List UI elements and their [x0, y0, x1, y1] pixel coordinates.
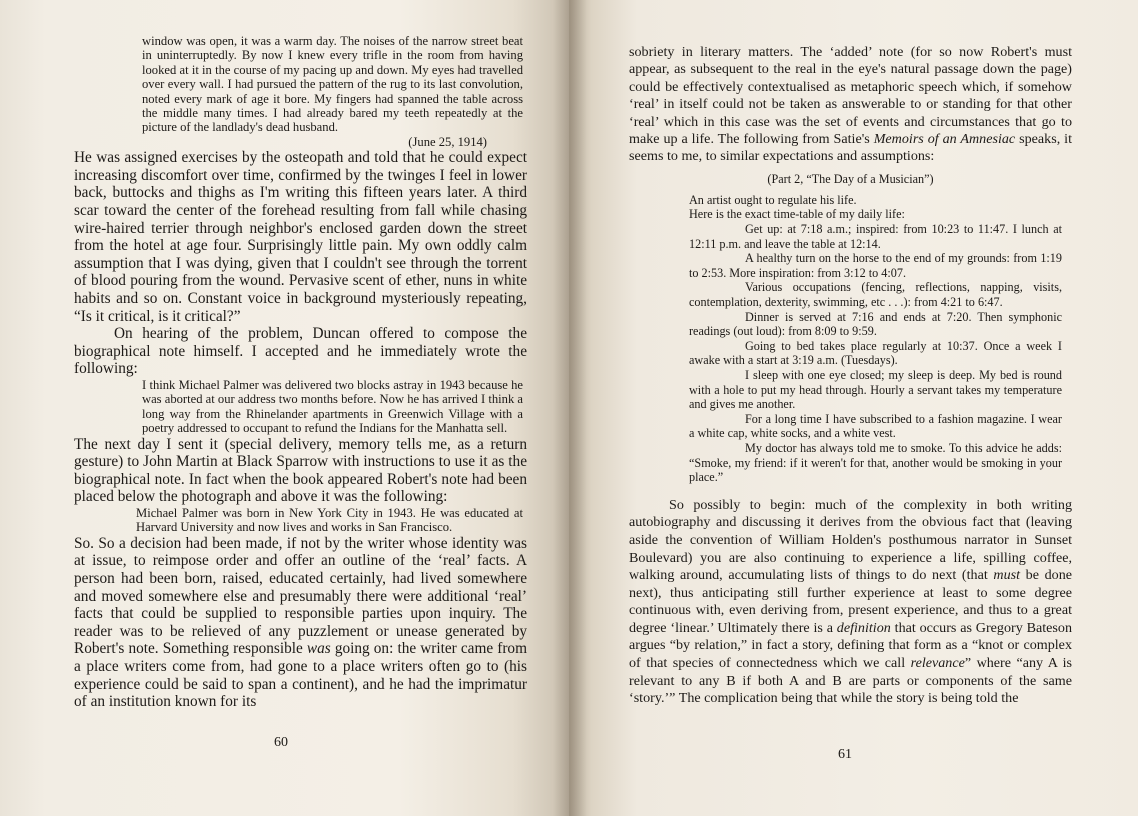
- block-quote-bio: Michael Palmer was born in New York City in 1943. He was educated at Harvard University and now lives and works in San Francisco.: [136, 505, 523, 535]
- paragraph-top-part-1: sobriety in literary matters. The ‘added’ note (for so now Robert's must appear, as subsequent to the real in the eye's natural passage down the page) could be effectively contextualised as metaphoric speech which, if somehow ‘real’ in itself could not be taken as answerable to or standing for that other ‘real’ which in this case was the set of events and circumstances that go to make up a life. The following from Satie's: [629, 44, 1072, 148]
- page-number-right: 61: [838, 747, 852, 762]
- paragraph-4-end: going on: the writer came from a place writers come from, had gone to a place writers often go to (his experience could be said to span a continent), and he had the imprimatur of an institution known for its: [74, 640, 527, 711]
- paragraph-top-part-2: speaks, it seems to me, to similar expectations and assumptions:: [629, 131, 1072, 165]
- quote-line: For a long time I have subscribed to a fashion magazine. I wear a white cap, white socks, and a white vest.: [689, 411, 1062, 441]
- quote-line: Dinner is served at 7:16 and ends at 7:20. Then symphonic readings (out loud): from 8:09 to 9:59.: [689, 309, 1062, 339]
- paragraph-2: On hearing of the problem, Duncan offered to compose the biographical note himself. I accepted and he immediately wrote the following:: [74, 325, 527, 378]
- quote-line: Going to bed takes place regularly at 10:37. Once a week I awake with a start at 3:19 a.m. (Tuesdays).: [689, 338, 1062, 368]
- paragraph-4-emphasis: was: [306, 640, 331, 658]
- block-quote-date: (June 25, 1914): [408, 134, 487, 149]
- quote-line: Here is the exact time-table of my daily life:: [689, 207, 905, 222]
- quote-line: An artist ought to regulate his life.: [689, 192, 857, 207]
- quote-line: Various occupations (fencing, reflections, napping, visits, contemplation, dexterity, swimming, etc . . .): from 4:21 to 6:47.: [689, 280, 1062, 309]
- block-quote-duncan: I think Michael Palmer was delivered two blocks astray in 1943 because he was aborted at our address two months before. Now he has arrived I think a long way from the Rhinelander apartments in Greenwich Village with a poetry addressed to occupant to refund the Indians for the Manhatta sell.: [142, 377, 523, 436]
- satie-quote: [689, 193, 1062, 485]
- quote-line: I sleep with one eye closed; my sleep is deep. My bed is round with a hole to put my head through. Hourly a servant takes my temperature and gives me another.: [689, 367, 1062, 412]
- paragraph-top: [629, 44, 1072, 166]
- right-page: [569, 0, 1138, 816]
- paragraph-bottom-part-4: ” where “any A is relevant to any B if both A and B are parts or components of the same ‘story.’” The complication being that while the story is being told the: [629, 655, 1073, 707]
- paragraph-bottom-emphasis-relevance: relevance: [910, 655, 965, 672]
- paragraph-3: The next day I sent it (special delivery, memory tells me, as a return gesture) to John Martin at Black Sparrow with instructions to use it as the biographical note. In fact when the book appeared Robert's note had been placed below the photograph and above it was the following:: [74, 435, 527, 506]
- page-number-left: 60: [274, 735, 288, 750]
- paragraph-4-start: So. So a decision had been made, if not by the writer whose identity was at issue, to reimpose order and offer an outline of the ‘real’ facts. A person had been born, raised, educated certainly, had lived somewhere and moved somewhere else and presumably there were additional ‘real’ facts that could be supplied to responsible parties upon inquiry. The reader was to be relieved of any puzzlement or unease generated by Robert's note. Something responsible: [74, 534, 527, 658]
- paragraph-4: [74, 535, 527, 711]
- paragraph-top-title: Memoirs of an Amnesiac: [873, 131, 1016, 148]
- paragraph-bottom-part-1: So possibly to begin: much of the complexity in both writing autobiography and discussing it derives from the obvious fact that (leaving aside the convention of William Holden's posthumous narrator in Sunset Boulevard) you are also continuing to experience a life, spilling coffee, walking around, accumulating lists of things to do next (that: [629, 496, 1072, 584]
- block-quote-top: window was open, it was a warm day. The noises of the narrow street beat in uninterruptedly. By now I knew every trifle in the room from having looked at it in the course of my pacing up and down. My eyes had travelled over every wall. I had pursued the pattern of the rug to its last convolution, noted every mark of age it bore. My fingers had spanned the table across the middle many times. I had already bared my teeth repeatedly at the picture of the landlady's dead husband.: [142, 34, 523, 135]
- paragraph-1: He was assigned exercises by the osteopath and told that he could expect increasing discomfort over time, confirmed by the twinges I feel in lower back, buttocks and thighs as I'm writing this fifteen years later. A third scar toward the center of the forehead resulting from fall while chasing wire-haired terrier through neighbor's enclosed garden down the street from the hotel at age four. Surprisingly little pain. My own oddly calm assumption that I was dying, given that I couldn't see through the torrent of blood pouring from the wound. Pervasive scent of ether, nuns in white habits and so on. Constant voice in background mysteriously repeating, “Is it critical, is it critical?”: [74, 149, 527, 325]
- paragraph-bottom-part-3: that occurs as Gregory Bateson argues “by relation,” in fact a story, defining that form as a “knot or complex of that species of connectedness which we call: [629, 619, 1072, 672]
- paragraph-bottom: [629, 497, 1072, 708]
- paragraph-bottom-emphasis-must: must: [993, 567, 1021, 584]
- quote-line: A healthy turn on the horse to the end of my grounds: from 1:19 to 2:53. More inspiration: from 3:12 to 4:07.: [689, 251, 1062, 280]
- paragraph-bottom-emphasis-definition: definition: [836, 619, 891, 636]
- satie-subheading: (Part 2, “The Day of a Musician”): [767, 171, 934, 186]
- quote-line: Get up: at 7:18 a.m.; inspired: from 10:23 to 11:47. I lunch at 12:11 p.m. and leave the table at 12:14.: [689, 222, 1062, 251]
- paragraph-bottom-part-2: be done next), thus anticipating still further experience at least to some degree continuous with, even deriving from, present experience, and thus to a great degree ‘linear.’ Ultimately there is a: [629, 567, 1072, 636]
- quote-line: My doctor has always told me to smoke. To this advice he adds: “Smoke, my friend: if it weren't for that, another would be smoking in your place.”: [689, 440, 1062, 485]
